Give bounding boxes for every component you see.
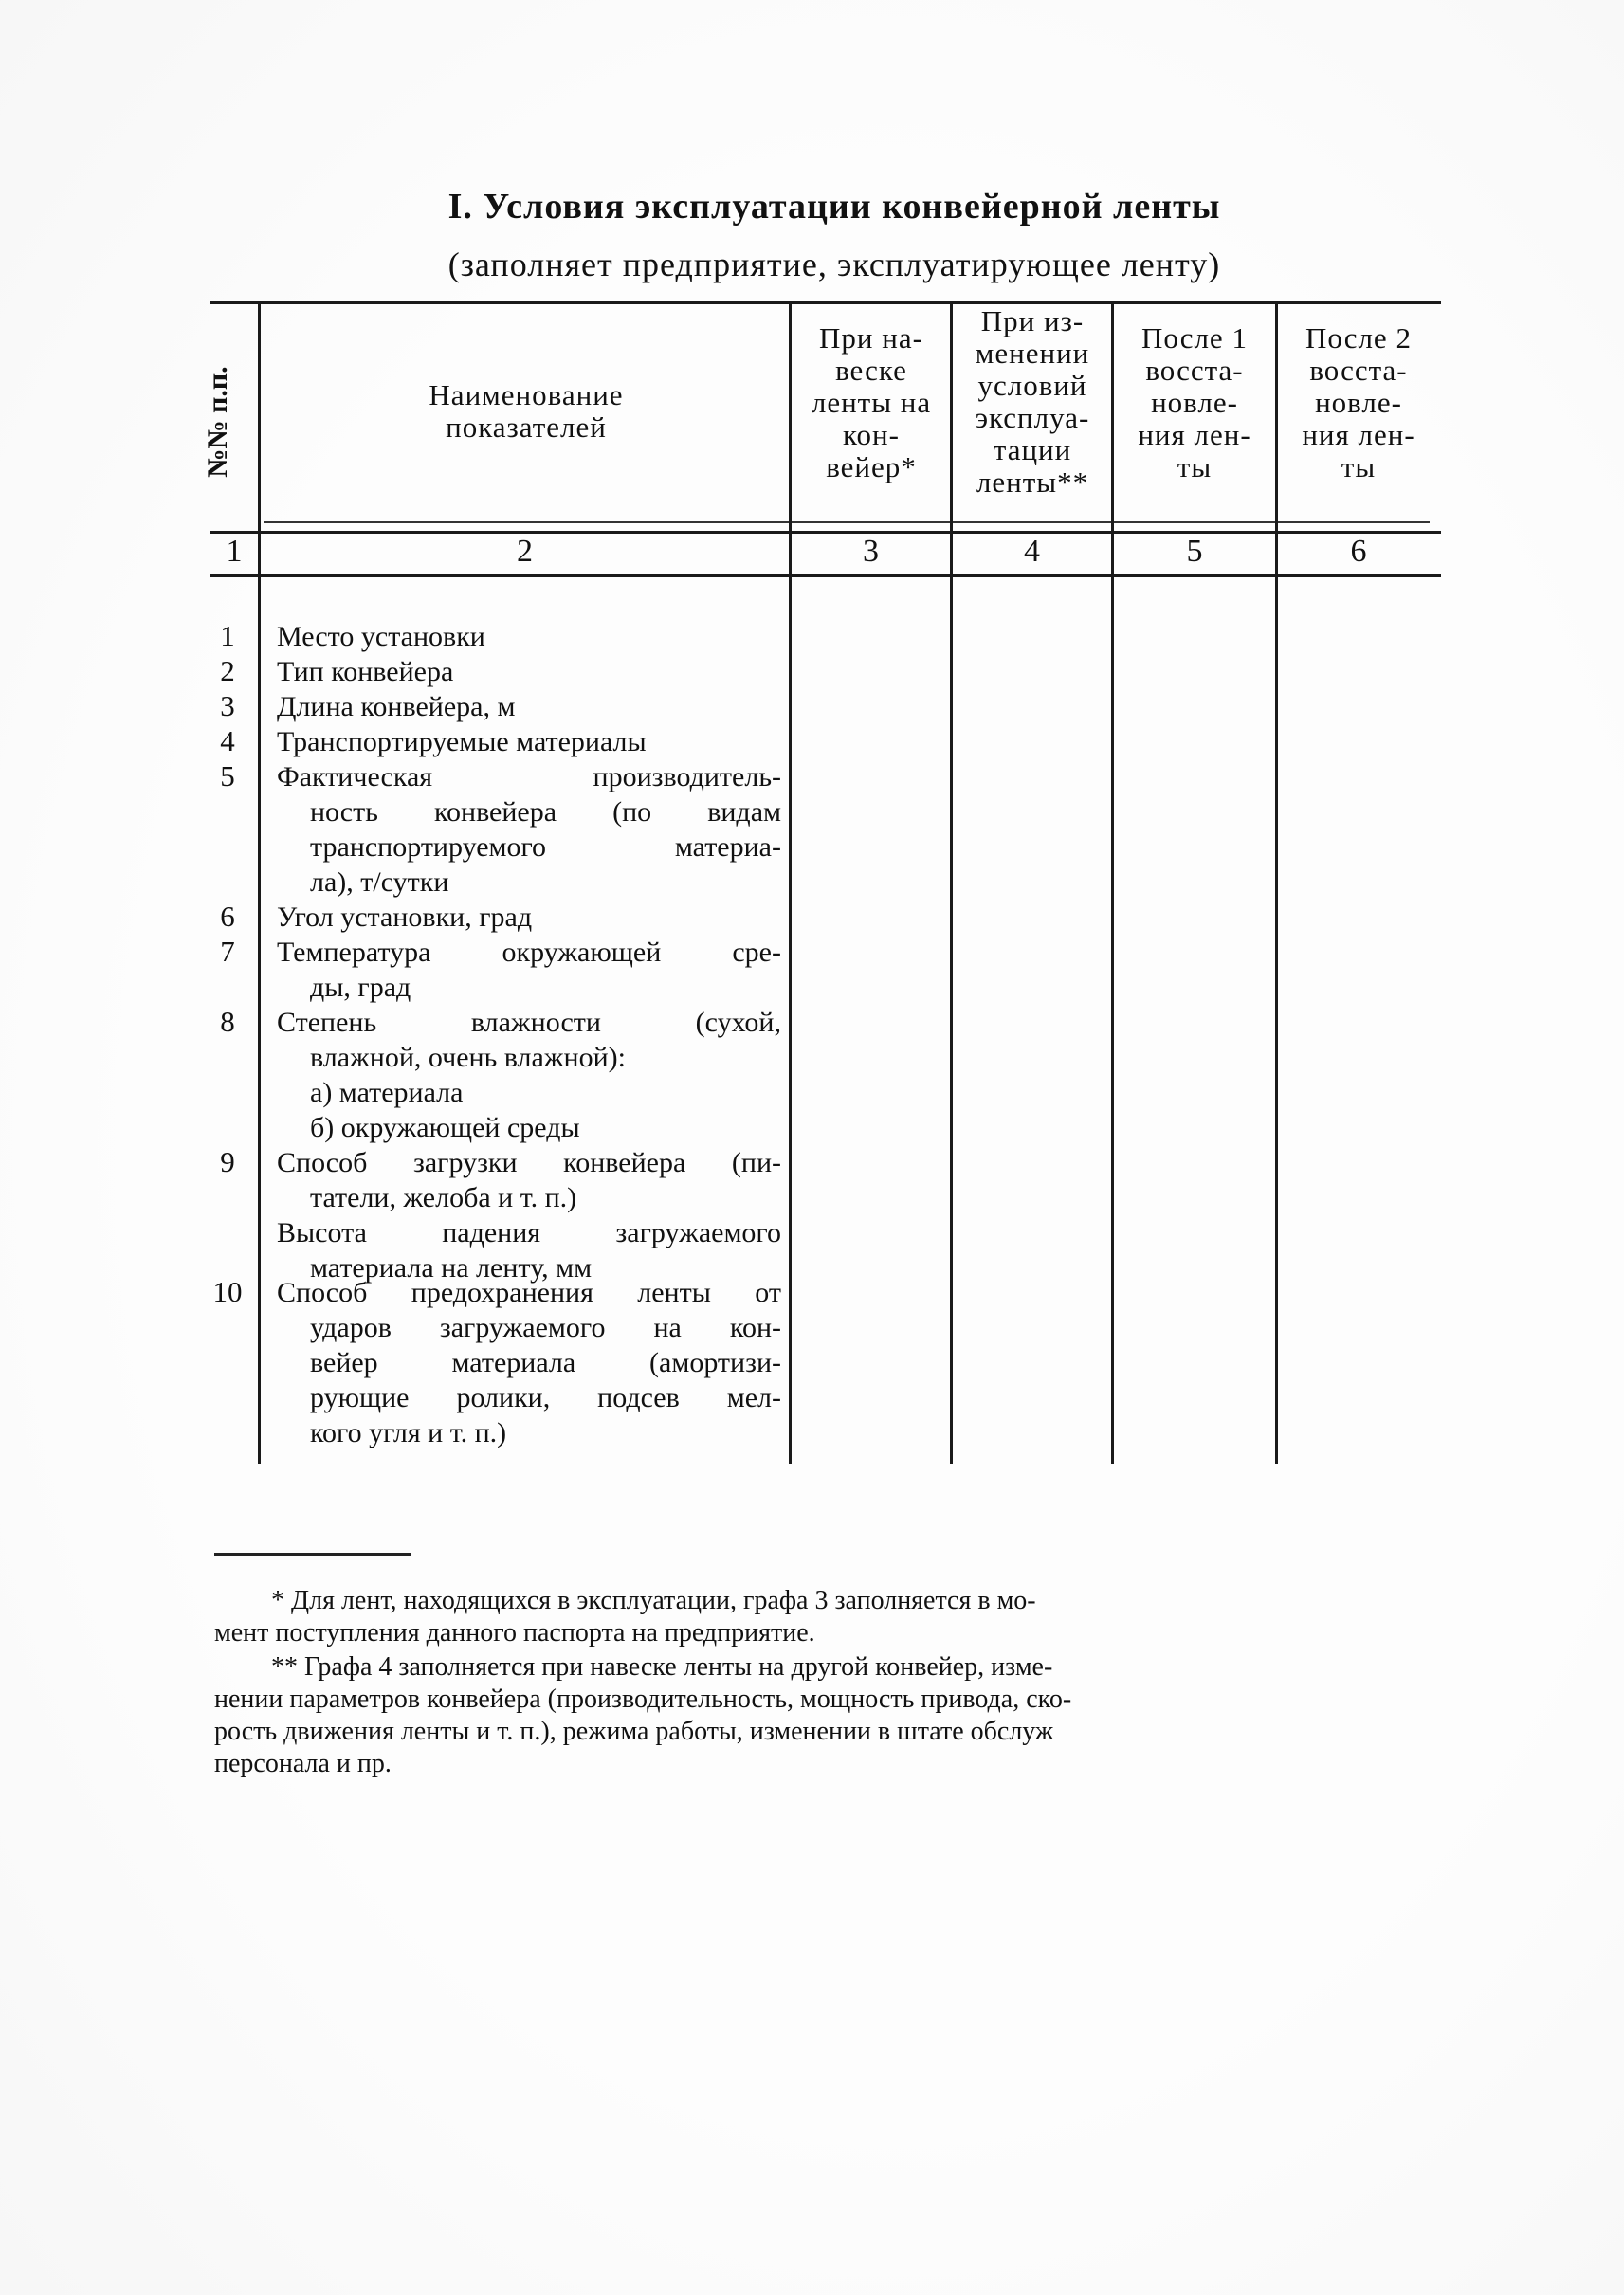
row-text: влажной, очень влажной): — [310, 1042, 626, 1073]
header-underline — [264, 521, 1430, 523]
row-text: материала на ленту, мм — [310, 1252, 593, 1284]
section-subtitle: (заполняет предприятие, эксплуатирующее ленту) — [447, 246, 1221, 283]
table-row — [277, 654, 781, 689]
footnote-separator — [214, 1553, 411, 1556]
divider-col5 — [1275, 301, 1278, 1464]
row-text: Транспортируемые материалы — [277, 726, 647, 757]
row-text: а) материала — [310, 1077, 464, 1108]
colnum-2: 2 — [517, 534, 533, 569]
colnum-4: 4 — [1024, 534, 1040, 569]
colnum-5: 5 — [1186, 534, 1203, 569]
table-row — [277, 900, 781, 935]
header-indicator-name: Наименование показателей — [429, 378, 624, 444]
row-number: 7 — [220, 935, 235, 968]
row-number: 5 — [220, 759, 235, 792]
row-text: ла), т/сутки — [310, 866, 449, 898]
table-row — [277, 724, 781, 759]
divider-col3 — [950, 301, 953, 1464]
row-text: ды, град — [310, 972, 411, 1003]
header-row-number: №№ п.п. — [202, 366, 233, 478]
row-text: Температура окружающей сре- — [277, 937, 781, 968]
table-row — [277, 689, 781, 724]
row-number: 2 — [220, 654, 235, 687]
table-row — [277, 759, 781, 900]
row-text: Высота падения загружаемого — [277, 1217, 781, 1248]
colnum-6: 6 — [1350, 534, 1367, 569]
table-row — [277, 935, 781, 1005]
row-text: вейер материала (амортизи- — [310, 1347, 781, 1378]
colnum-bottom-rule — [210, 574, 1441, 577]
row-number: 8 — [220, 1005, 235, 1038]
row-text: б) окружающей среды — [310, 1112, 580, 1143]
table-row — [277, 619, 781, 654]
row-text: татели, желоба и т. п.) — [310, 1182, 577, 1213]
table-row — [277, 1145, 781, 1285]
row-number: 1 — [220, 619, 235, 652]
row-text: Способ предохранения ленты от — [277, 1277, 781, 1308]
colnum-3: 3 — [863, 534, 879, 569]
row-number: 10 — [212, 1275, 243, 1308]
row-number: 9 — [220, 1145, 235, 1178]
row-number: 3 — [220, 689, 235, 722]
row-text: Степень влажности (сухой, — [277, 1007, 781, 1038]
divider-col1 — [258, 301, 261, 1464]
footnote-2: ** Графа 4 заполняется при навеске ленты на другой конвейер, изме- нении параметров конвейера (производительность, мощность привода, ско- рость движения ленты и т. п.), режима работы, изменении в штате обслуж персонала и пр. — [214, 1652, 1072, 1778]
row-text: Способ загрузки конвейера (пи- — [277, 1147, 781, 1178]
divider-col4 — [1111, 301, 1114, 1464]
header-after-second-restoration: После 2 восста- новле- ния лен- ты — [1302, 321, 1415, 483]
table-top-rule — [210, 301, 1441, 304]
row-text: ударов загружаемого на кон- — [310, 1312, 781, 1343]
row-text: транспортируемого материа- — [310, 831, 781, 863]
row-text: Длина конвейера, м — [277, 691, 516, 722]
divider-col2 — [789, 301, 792, 1464]
table-row — [277, 1275, 781, 1450]
header-condition-change: При из- менении условий эксплуа- тации ленты** — [975, 304, 1090, 499]
row-number: 6 — [220, 900, 235, 933]
header-after-first-restoration: После 1 восста- новле- ния лен- ты — [1138, 321, 1251, 483]
section-title: I. Условия эксплуатации конвейерной ленты — [447, 187, 1221, 227]
table-row — [277, 1005, 781, 1145]
row-text: Угол установки, град — [277, 902, 533, 933]
footnote-1: * Для лент, находящихся в эксплуатации, графа 3 заполняется в мо- мент поступления данного паспорта на предприятие. — [214, 1586, 1036, 1648]
header-at-installation: При на- веске ленты на кон- вейер* — [811, 321, 932, 483]
row-text: Место установки — [277, 621, 485, 652]
colnum-1: 1 — [226, 534, 243, 569]
row-text: кого угля и т. п.) — [310, 1417, 507, 1448]
row-text: Фактическая производитель- — [277, 761, 781, 792]
row-text: Тип конвейера — [277, 656, 454, 687]
row-number: 4 — [220, 724, 235, 757]
row-text: рующие ролики, подсев мел- — [310, 1382, 781, 1413]
row-text: ность конвейера (по видам — [310, 796, 781, 828]
